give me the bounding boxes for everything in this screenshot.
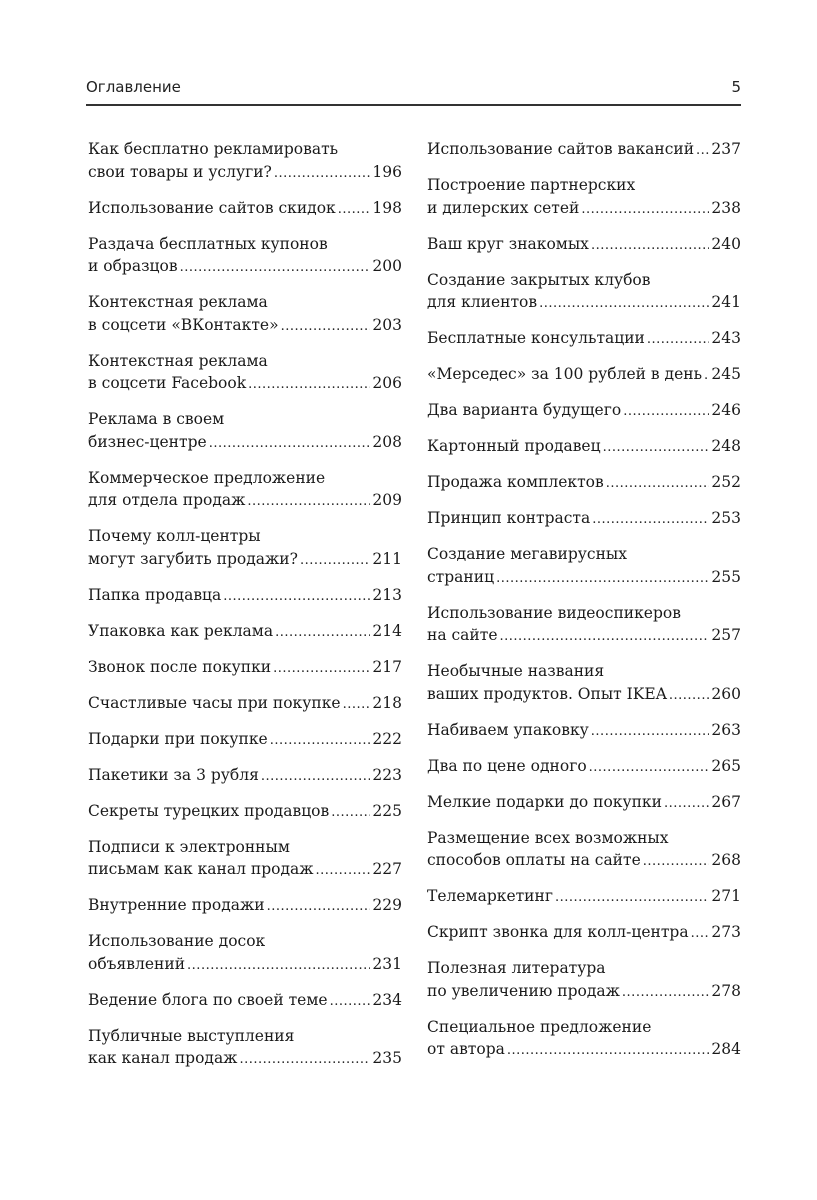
toc-entry-title-line: свои товары и услуги? bbox=[88, 162, 272, 181]
toc-entry-title-line: Как бесплатно рекламировать bbox=[88, 140, 339, 158]
toc-entry-title-line: Телемаркетинг bbox=[427, 887, 553, 905]
toc-entry-page: 284 bbox=[711, 1040, 741, 1058]
toc-entry-page: 218 bbox=[372, 693, 402, 712]
dot-leader bbox=[500, 626, 710, 649]
toc-entry-title-line: Необычные названия bbox=[427, 662, 605, 680]
toc-entry-page: 245 bbox=[711, 365, 741, 383]
toc-entry[interactable] bbox=[88, 584, 402, 609]
toc-entry-last-line bbox=[427, 507, 741, 532]
toc-entry[interactable] bbox=[427, 1016, 741, 1063]
toc-entry[interactable] bbox=[427, 543, 741, 590]
toc-entry-last-line bbox=[88, 800, 402, 825]
toc-entry-last-line bbox=[427, 399, 741, 424]
toc-entry-last-line bbox=[427, 980, 741, 1005]
toc-entry-title-line: Секреты турецких продавцов bbox=[88, 801, 330, 820]
toc-entry-last-line bbox=[427, 327, 741, 352]
toc-entry-title-line: Контекстная реклама bbox=[88, 351, 268, 370]
toc-entry[interactable] bbox=[427, 471, 741, 496]
toc-entry[interactable] bbox=[427, 233, 741, 258]
toc-entry-title-line: могут загубить продажи? bbox=[88, 549, 298, 568]
toc-entry-last-line bbox=[427, 719, 741, 744]
toc-entry-page: 255 bbox=[711, 567, 741, 586]
toc-entry-title-line: Использование сайтов вакансий bbox=[427, 140, 695, 158]
toc-entry-last-line bbox=[88, 548, 402, 573]
toc-entry-title-line: Создание закрытых клубов bbox=[427, 270, 651, 289]
toc-entry[interactable] bbox=[427, 435, 741, 460]
dot-leader bbox=[275, 622, 370, 645]
toc-entry-title-line: Раздача бесплатных купонов bbox=[88, 234, 328, 253]
toc-entry-last-line bbox=[88, 953, 402, 978]
toc-entry-title-line: Внутренние продажи bbox=[88, 896, 265, 914]
toc-entry[interactable] bbox=[88, 291, 402, 338]
toc-column-left bbox=[88, 138, 402, 1083]
toc-entry-page: 198 bbox=[372, 198, 402, 217]
toc-entry-page: 271 bbox=[711, 887, 741, 905]
toc-entry[interactable] bbox=[88, 894, 402, 919]
toc-entry-title-line: Продажа комплектов bbox=[427, 473, 604, 491]
toc-entry-last-line bbox=[427, 849, 741, 874]
toc-entry-page: 222 bbox=[372, 729, 402, 748]
toc-entry-title-line: Использование досок bbox=[88, 932, 266, 950]
toc-entry-last-line bbox=[88, 620, 402, 645]
toc-entry-page: 206 bbox=[372, 374, 402, 392]
dot-leader bbox=[223, 586, 370, 609]
toc-entry[interactable] bbox=[88, 467, 402, 514]
toc-entry[interactable] bbox=[427, 363, 741, 388]
toc-entry-title-line: объявлений bbox=[88, 954, 186, 973]
dot-leader bbox=[267, 896, 371, 919]
toc-entry-title-line: в соцсети Facebook bbox=[88, 374, 247, 392]
toc-entry-last-line bbox=[427, 1038, 741, 1063]
toc-entry-last-line bbox=[427, 291, 741, 316]
header-title: Оглавление bbox=[86, 78, 181, 96]
toc-entry-page: 223 bbox=[372, 765, 402, 784]
toc-entry-title-line: страниц bbox=[427, 567, 495, 586]
toc-entry-page: 253 bbox=[711, 509, 741, 527]
dot-leader bbox=[622, 982, 709, 1005]
toc-entry-last-line bbox=[88, 894, 402, 919]
toc-entry-title-line: Реклама в своем bbox=[88, 410, 225, 428]
toc-entry-title-line: и образцов bbox=[88, 257, 178, 275]
page-number: 5 bbox=[731, 78, 741, 96]
toc-entry-title-line: Два варианта будущего bbox=[427, 401, 622, 419]
toc-entry-last-line bbox=[427, 566, 741, 591]
toc-entry-title-line: Размещение всех возможных bbox=[427, 828, 669, 847]
dot-leader bbox=[261, 766, 371, 789]
dot-leader bbox=[691, 923, 710, 946]
dot-leader bbox=[209, 433, 371, 456]
toc-entry-page: 234 bbox=[372, 990, 402, 1009]
dot-leader bbox=[555, 887, 709, 910]
toc-entry-title-line: для отдела продаж bbox=[88, 491, 246, 509]
dot-leader bbox=[330, 991, 371, 1014]
toc-entry[interactable] bbox=[427, 791, 741, 816]
toc-entry[interactable] bbox=[88, 620, 402, 645]
dot-leader bbox=[300, 550, 370, 573]
toc-entry-title-line: Принцип контраста bbox=[427, 509, 591, 527]
toc-entry-last-line bbox=[427, 921, 741, 946]
toc-entry-title-line: Ведение блога по своей теме bbox=[88, 990, 328, 1009]
toc-entry-last-line bbox=[88, 255, 402, 280]
toc-entry-page: 263 bbox=[711, 720, 741, 739]
toc-entry-title-line: Использование видеоспикеров bbox=[427, 603, 681, 622]
toc-entry-title-line: Мелкие подарки до покупки bbox=[427, 792, 662, 811]
toc-entry[interactable] bbox=[427, 507, 741, 532]
toc-entry-page: 240 bbox=[711, 234, 741, 253]
toc-entry[interactable] bbox=[88, 408, 402, 455]
toc-entry-page: 217 bbox=[372, 657, 402, 676]
toc-entry[interactable] bbox=[88, 836, 402, 883]
toc-entry-page: 238 bbox=[711, 198, 741, 217]
toc-entry[interactable] bbox=[88, 656, 402, 681]
toc-entry-last-line bbox=[88, 584, 402, 609]
toc-entry-title-line: Специальное предложение bbox=[427, 1017, 652, 1036]
toc-entry-title-line: по увеличению продаж bbox=[427, 981, 620, 1000]
dot-leader bbox=[581, 199, 709, 222]
toc-entry[interactable] bbox=[427, 885, 741, 910]
toc-entry-title-line: для клиентов bbox=[427, 293, 538, 311]
toc-entry-title-line: Скрипт звонка для колл-центра bbox=[427, 923, 689, 941]
toc-entry-title-line: Подарки при покупке bbox=[88, 729, 268, 748]
toc-entry-title-line: «Мерседес» за 100 рублей в день bbox=[427, 365, 703, 383]
toc-entry[interactable] bbox=[88, 350, 402, 397]
toc-entry-title-line: ваших продуктов. Опыт IKEA bbox=[427, 684, 667, 703]
toc-entry-title-line: Публичные выступления bbox=[88, 1026, 295, 1045]
toc-entry-last-line bbox=[427, 755, 741, 780]
toc-entry-page: 229 bbox=[372, 896, 402, 914]
dot-leader bbox=[187, 955, 370, 978]
dot-leader bbox=[704, 365, 709, 388]
toc-entry-page: 208 bbox=[372, 432, 402, 451]
toc-entry-last-line bbox=[88, 858, 402, 883]
dot-leader bbox=[316, 860, 371, 883]
toc-entry-title-line: бизнес-центре bbox=[88, 432, 207, 451]
toc-entry[interactable] bbox=[88, 1025, 402, 1072]
toc-entry-page: 200 bbox=[372, 257, 402, 275]
toc-entry[interactable] bbox=[427, 755, 741, 780]
toc-entry[interactable] bbox=[88, 197, 402, 222]
toc-entry-last-line bbox=[427, 471, 741, 496]
toc-entry-last-line bbox=[88, 656, 402, 681]
dot-leader bbox=[589, 757, 710, 780]
toc-entry-last-line bbox=[427, 138, 741, 163]
dot-leader bbox=[591, 721, 710, 744]
toc-entry-title-line: Полезная литература bbox=[427, 959, 606, 977]
toc-entry[interactable] bbox=[88, 138, 402, 185]
toc-entry-page: 246 bbox=[711, 401, 741, 419]
dot-leader bbox=[592, 509, 709, 532]
toc-entry-title-line: Два по цене одного bbox=[427, 756, 587, 775]
toc-entry-title-line: Картонный продавец bbox=[427, 437, 601, 455]
running-header bbox=[86, 78, 741, 96]
toc-entry-title-line: Ваш круг знакомых bbox=[427, 234, 589, 253]
dot-leader bbox=[274, 163, 371, 186]
toc-entry-title-line: от автора bbox=[427, 1040, 505, 1058]
toc-entry[interactable] bbox=[427, 957, 741, 1004]
toc-entry-page: 225 bbox=[372, 801, 402, 820]
toc-entry-last-line bbox=[427, 197, 741, 222]
toc-entry-page: 243 bbox=[711, 329, 741, 347]
toc-entry-page: 273 bbox=[711, 923, 741, 941]
toc-entry-page: 211 bbox=[372, 549, 402, 568]
toc-entry-title-line: Почему колл-центры bbox=[88, 527, 261, 545]
toc-entry-title-line: Звонок после покупки bbox=[88, 657, 272, 676]
dot-leader bbox=[331, 802, 370, 825]
toc-entry-last-line bbox=[427, 791, 741, 816]
toc-entry-page: 267 bbox=[711, 792, 741, 811]
header-rule bbox=[86, 104, 741, 106]
toc-entry-last-line bbox=[88, 314, 402, 339]
dot-leader bbox=[496, 568, 709, 591]
dot-leader bbox=[603, 437, 710, 460]
dot-leader bbox=[247, 491, 370, 514]
toc-entry[interactable] bbox=[427, 921, 741, 946]
toc-entry-title-line: Построение партнерских bbox=[427, 176, 636, 194]
toc-entry-page: 241 bbox=[711, 293, 741, 311]
toc-entry-page: 213 bbox=[372, 585, 402, 604]
toc-entry-title-line: письмам как канал продаж bbox=[88, 860, 314, 878]
toc-entry-page: 227 bbox=[372, 860, 402, 878]
toc-entry[interactable] bbox=[427, 660, 741, 707]
toc-column-right bbox=[427, 138, 741, 1074]
toc-entry-title-line: Коммерческое предложение bbox=[88, 468, 326, 487]
toc-entry[interactable] bbox=[427, 327, 741, 352]
toc-entry-page: 214 bbox=[372, 621, 402, 640]
toc-entry-last-line bbox=[427, 624, 741, 649]
dot-leader bbox=[664, 793, 709, 816]
toc-entry-last-line bbox=[427, 683, 741, 708]
toc-entry-last-line bbox=[88, 431, 402, 456]
toc-entry-title-line: Счастливые часы при покупке bbox=[88, 693, 341, 712]
toc-entry-last-line bbox=[88, 764, 402, 789]
toc-entry-page: 235 bbox=[372, 1049, 402, 1067]
toc-entry[interactable] bbox=[427, 719, 741, 744]
toc-entry-page: 196 bbox=[372, 162, 402, 181]
toc-entry-last-line bbox=[88, 197, 402, 222]
toc-entry-last-line bbox=[88, 489, 402, 514]
toc-entry-title-line: Упаковка как реклама bbox=[88, 621, 274, 640]
toc-entry-page: 260 bbox=[711, 684, 741, 703]
toc-entry-title-line: Набиваем упаковку bbox=[427, 720, 589, 739]
toc-entry-last-line bbox=[427, 885, 741, 910]
toc-entry-page: 278 bbox=[711, 981, 741, 1000]
dot-leader bbox=[338, 199, 371, 222]
dot-leader bbox=[591, 235, 709, 258]
dot-leader bbox=[248, 374, 370, 397]
toc-entry-title-line: Использование сайтов скидок bbox=[88, 198, 336, 217]
toc-entry-title-line: в соцсети «ВКонтакте» bbox=[88, 315, 279, 334]
toc-entry-page: 203 bbox=[372, 315, 402, 334]
toc-entry-page: 237 bbox=[711, 140, 741, 158]
dot-leader bbox=[647, 329, 710, 352]
dot-leader bbox=[273, 658, 370, 681]
toc-entry-last-line bbox=[88, 161, 402, 186]
toc-entry[interactable] bbox=[88, 764, 402, 789]
toc-entry[interactable] bbox=[427, 399, 741, 424]
dot-leader bbox=[239, 1049, 370, 1072]
toc-entry-title-line: Пакетики за 3 рубля bbox=[88, 765, 259, 784]
toc-entry-page: 265 bbox=[711, 756, 741, 775]
toc-entry-last-line bbox=[88, 728, 402, 753]
toc-entry[interactable] bbox=[88, 525, 402, 572]
toc-entry-page: 248 bbox=[711, 437, 741, 455]
toc-entry-title-line: Создание мегавирусных bbox=[427, 545, 627, 563]
toc-entry[interactable] bbox=[88, 692, 402, 717]
dot-leader bbox=[696, 140, 709, 163]
toc-entry-last-line bbox=[88, 989, 402, 1014]
toc-entry-title-line: и дилерских сетей bbox=[427, 198, 580, 217]
toc-entry-page: 252 bbox=[711, 473, 741, 491]
toc-entry-last-line bbox=[427, 233, 741, 258]
toc-entry-last-line bbox=[88, 1047, 402, 1072]
toc-entry[interactable] bbox=[427, 138, 741, 163]
dot-leader bbox=[180, 257, 371, 280]
dot-leader bbox=[643, 851, 710, 874]
toc-entry-page: 257 bbox=[711, 626, 741, 644]
dot-leader bbox=[606, 473, 710, 496]
dot-leader bbox=[507, 1040, 710, 1063]
toc-entry-last-line bbox=[88, 692, 402, 717]
toc-entry[interactable] bbox=[88, 800, 402, 825]
toc-entry-title-line: способов оплаты на сайте bbox=[427, 851, 641, 869]
dot-leader bbox=[281, 316, 371, 339]
toc-entry-title-line: Подписи к электронным bbox=[88, 837, 290, 856]
toc-entry-title-line: Контекстная реклама bbox=[88, 293, 268, 311]
toc-entry[interactable] bbox=[88, 233, 402, 280]
toc-entry-title-line: как канал продаж bbox=[88, 1049, 238, 1067]
toc-entry-title-line: Папка продавца bbox=[88, 585, 222, 604]
dot-leader bbox=[343, 694, 371, 717]
toc-entry-last-line bbox=[427, 363, 741, 388]
toc-entry-page: 209 bbox=[372, 491, 402, 509]
dot-leader bbox=[539, 293, 709, 316]
dot-leader bbox=[623, 401, 709, 424]
dot-leader bbox=[669, 685, 710, 708]
toc-entry-page: 268 bbox=[711, 851, 741, 869]
toc-entry[interactable] bbox=[427, 174, 741, 221]
dot-leader bbox=[270, 730, 371, 753]
toc-entry[interactable] bbox=[427, 269, 741, 316]
toc-entry-title-line: Бесплатные консультации bbox=[427, 329, 645, 347]
toc-entry[interactable] bbox=[427, 827, 741, 874]
toc-entry-page: 231 bbox=[372, 954, 402, 973]
toc-entry[interactable] bbox=[88, 728, 402, 753]
toc-entry-last-line bbox=[88, 372, 402, 397]
toc-entry[interactable] bbox=[88, 989, 402, 1014]
toc-entry[interactable] bbox=[88, 930, 402, 977]
toc-entry-last-line bbox=[427, 435, 741, 460]
toc-entry[interactable] bbox=[427, 602, 741, 649]
toc-entry-title-line: на сайте bbox=[427, 626, 498, 644]
